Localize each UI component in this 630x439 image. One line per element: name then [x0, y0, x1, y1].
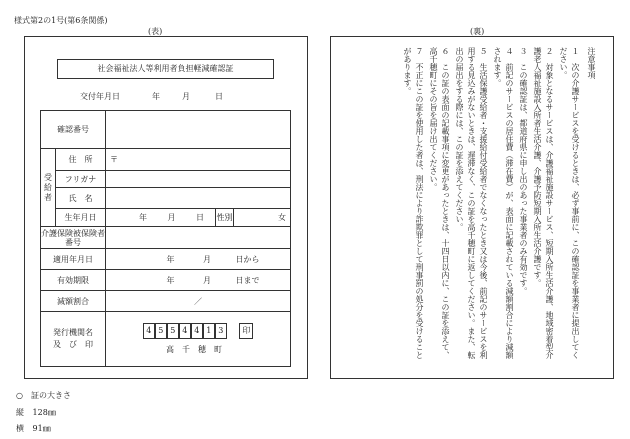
effective-month: 月 — [203, 254, 211, 264]
note-item: ３ この確認証は、都道府県に申し出のあった事業者のみ有効です。 — [519, 47, 528, 295]
furigana-value — [106, 171, 291, 188]
size-width-value: 91㎜ — [32, 424, 51, 433]
card-front — [24, 36, 308, 379]
issuer-label — [41, 312, 106, 367]
seal-box: 印 — [239, 323, 253, 339]
issuer-code-digit: 3 — [215, 323, 227, 339]
address-value — [106, 149, 291, 171]
back-side-label: (裏) — [470, 27, 485, 36]
effective-date-label: 適用年月日 — [41, 249, 106, 270]
form-label: 様式第2の1号(第6条関係) — [14, 16, 108, 25]
issue-date-month: 月 — [182, 92, 190, 101]
issue-date-label: 交付年月日 — [80, 92, 120, 101]
name-value — [106, 188, 291, 209]
issuer-name: 高千穂町 — [166, 345, 230, 354]
card-title: 社会福祉法人等利用者負担軽減確認証 — [57, 59, 274, 79]
name-label: 氏 名 — [56, 188, 106, 209]
issue-date — [80, 91, 223, 102]
note-item: ２ 対象となるサービスは、介護福祉施設サービス、短期入所生活介護、地域密着型介護老人福祉施設入所者生活介護、介護予防短期入所生活介護です。 — [533, 47, 554, 359]
note-item: ６ この証の表面の記載事項に変更があったときは、十四日以内に、この証を添えて、高千穂町にその旨を届け出てください。 — [429, 47, 450, 359]
card-grid — [40, 110, 291, 367]
reduction-rate-value: ／ — [106, 291, 291, 312]
issue-date-year: 年 — [152, 92, 160, 101]
valid-until-year: 年 — [166, 275, 175, 285]
birth-month: 月 — [167, 213, 176, 222]
size-height — [16, 407, 56, 418]
issuer-code — [143, 323, 227, 339]
confirmation-number-label: 確認番号 — [41, 111, 106, 149]
notes — [399, 47, 597, 365]
size-width-key: 横 — [16, 424, 24, 433]
note-item: ７ 不正にこの証を使用した者は、刑法により詐欺罪として刑事罰の処分を受けることがあります。 — [403, 47, 424, 359]
insurance-number-value — [106, 227, 291, 249]
birth-date-label: 生年月日 — [56, 209, 106, 227]
insurance-number-label: 介護保険被保険者番号 — [41, 228, 105, 247]
card-back — [330, 36, 614, 379]
issuer-code-digit: 4 — [191, 323, 203, 339]
note-item: ５ 生活保護受給者・支援給付受給者でなくなったとき又は今後、前記のサービスを利用する見込みがないときは、遅滞なく、この証を高千穂町に返してください。また、転出の届出をする際には、この証を添えてください。 — [455, 47, 488, 359]
effective-year: 年 — [166, 254, 175, 264]
valid-until-value — [106, 270, 291, 291]
issuer-code-digit: 1 — [203, 323, 215, 339]
furigana-label: フリガナ — [56, 171, 106, 188]
valid-until-label: 有効期限 — [41, 270, 106, 291]
reduction-rate-label: 減額割合 — [41, 291, 106, 312]
birth-date-value — [106, 209, 216, 227]
gender-value: 女 — [234, 209, 291, 227]
issuer-code-digit: 5 — [155, 323, 167, 339]
issuer-label-line1: 発行機関名 — [53, 328, 93, 337]
notes-title: 注意事項 — [587, 47, 596, 79]
size-height-value: 128㎜ — [32, 408, 56, 417]
issuer-code-digit: 4 — [143, 323, 155, 339]
postal-mark: 〒 — [110, 155, 118, 164]
valid-until-month: 月 — [203, 275, 211, 285]
gender-label: 性別 — [216, 209, 234, 227]
issuer-label-line2: 及 び 印 — [53, 340, 93, 349]
size-height-key: 縦 — [16, 408, 24, 417]
effective-date-value — [106, 249, 291, 270]
effective-suffix: 日から — [235, 254, 260, 264]
confirmation-number-value — [106, 111, 291, 149]
front-side-label: (表) — [148, 27, 163, 36]
issuer-code-digit: 5 — [167, 323, 179, 339]
issuer-value — [106, 312, 291, 367]
valid-until-suffix: 日まで — [235, 275, 260, 285]
recipient-group-label: 受給者 — [41, 149, 56, 227]
address-label: 住 所 — [56, 149, 106, 171]
size-width — [16, 423, 51, 434]
note-item: ４ 前記のサービスの居住費（滞在費）が、表面に記載されている減額割合により減額されます。 — [493, 47, 514, 359]
issuer-code-digit: 4 — [179, 323, 191, 339]
size-heading: ○ 証の大きさ — [16, 391, 71, 400]
issue-date-day: 日 — [215, 92, 223, 101]
note-item: １ 次の介護サービスを受けるときは、必ず事前に、この確認証を事業者に提出してください。 — [559, 47, 580, 359]
birth-year: 年 — [138, 213, 147, 222]
birth-day: 日 — [196, 213, 205, 222]
